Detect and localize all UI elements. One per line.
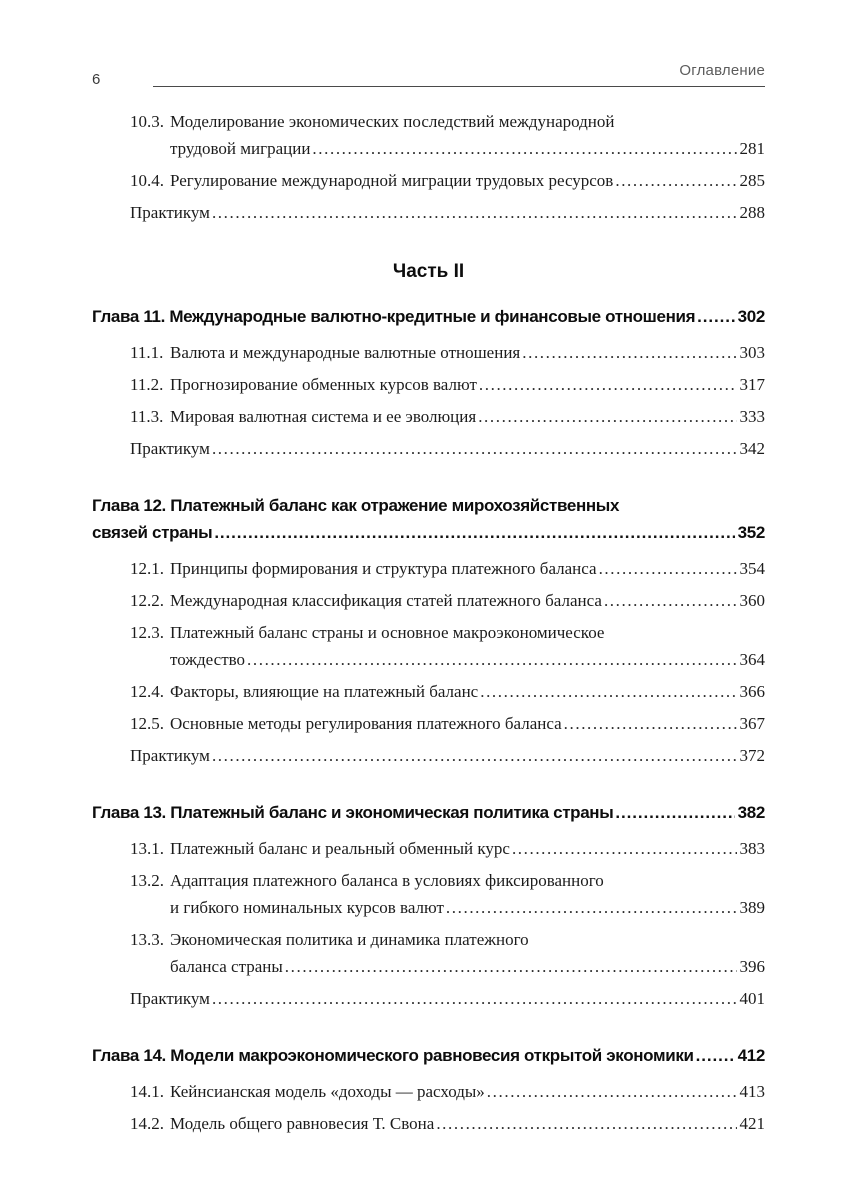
toc-entry-item (92, 1078, 765, 1105)
toc-line (92, 926, 765, 953)
entry-page-number: 303 (739, 343, 765, 362)
toc-line (92, 742, 765, 769)
toc-entry-chapter (92, 303, 765, 330)
toc-line (92, 985, 765, 1012)
toc-line (92, 435, 765, 462)
toc-line (92, 953, 765, 980)
dot-leader (564, 710, 737, 737)
entry-text: Экономическая политика и динамика платежного (170, 930, 529, 949)
entry-number: 14.2. (130, 1114, 164, 1133)
toc-entry-item (92, 678, 765, 705)
toc-entry-item (92, 339, 765, 366)
toc-line (92, 167, 765, 194)
toc-entry-practicum (92, 199, 765, 226)
toc-line (92, 799, 765, 826)
entry-text: Моделирование экономических последствий международной (170, 112, 615, 131)
entry-page-number: 360 (739, 591, 765, 610)
toc-entry-item (92, 619, 765, 673)
entry-number: 13.2. (130, 871, 164, 890)
dot-leader (487, 1078, 737, 1105)
entry-page-number: 342 (739, 439, 765, 458)
page-header (92, 62, 765, 87)
toc-entry-practicum (92, 435, 765, 462)
entry-page-number: 285 (739, 171, 765, 190)
toc-entry-chapter (92, 1042, 765, 1069)
entry-text: Адаптация платежного баланса в условиях фиксированного (170, 871, 604, 890)
toc-line (92, 303, 765, 330)
toc-entry-item (92, 167, 765, 194)
toc-line (92, 835, 765, 862)
dot-leader (436, 1110, 736, 1137)
entry-text: Глава 14. Модели макроэкономического равновесия открытой экономики (92, 1046, 694, 1065)
dot-leader (604, 587, 737, 614)
entry-page-number: 421 (739, 1114, 765, 1133)
entry-page-number: 413 (739, 1082, 765, 1101)
entry-text: трудовой миграции (170, 139, 311, 158)
entry-number: 11.2. (130, 375, 164, 394)
entry-page-number: 281 (739, 139, 765, 158)
entry-page-number: 389 (739, 898, 765, 917)
toc-entry-chapter (92, 492, 765, 546)
entry-text: Глава 13. Платежный баланс и экономическая политика страны (92, 803, 614, 822)
entry-text: Глава 11. Международные валютно-кредитные и финансовые отношения (92, 307, 696, 326)
toc-line (92, 1042, 765, 1069)
entry-number: 12.4. (130, 682, 164, 701)
entry-page-number: 317 (739, 375, 765, 394)
entry-text: Принципы формирования и структура платежного баланса (170, 559, 597, 578)
entry-page-number: 412 (737, 1046, 765, 1065)
toc-line (92, 646, 765, 673)
entry-page-number: 364 (739, 650, 765, 669)
dot-leader (446, 894, 737, 921)
dot-leader (480, 678, 736, 705)
toc-line (92, 555, 765, 582)
entry-text: связей страны (92, 523, 213, 542)
toc-line (92, 135, 765, 162)
toc-entry-chapter (92, 799, 765, 826)
running-title: Оглавление (679, 62, 765, 79)
entry-text: Прогнозирование обменных курсов валют (170, 375, 477, 394)
toc-entry-item (92, 835, 765, 862)
entry-text: Платежный баланс страны и основное макроэкономическое (170, 623, 605, 642)
toc-entry-item (92, 403, 765, 430)
entry-page-number: 372 (739, 746, 765, 765)
entry-number: 12.5. (130, 714, 164, 733)
dot-leader (478, 403, 736, 430)
dot-leader (697, 303, 735, 330)
entry-page-number: 333 (739, 407, 765, 426)
toc-line (92, 1110, 765, 1137)
dot-leader (212, 742, 737, 769)
entry-page-number: 367 (739, 714, 765, 733)
toc-line (92, 403, 765, 430)
toc-entry-practicum (92, 985, 765, 1012)
entry-text: Практикум (130, 439, 210, 458)
entry-number: 10.4. (130, 171, 164, 190)
entry-number: 14.1. (130, 1082, 164, 1101)
entry-text: Практикум (130, 746, 210, 765)
entry-text: Глава 12. Платежный баланс как отражение мирохозяйственных (92, 496, 620, 515)
toc-entry-item (92, 587, 765, 614)
entry-number: 11.1. (130, 343, 164, 362)
dot-leader (615, 167, 736, 194)
entry-page-number: 401 (739, 989, 765, 1008)
entry-page-number: 383 (739, 839, 765, 858)
entry-text: Основные методы регулирования платежного баланса (170, 714, 562, 733)
entry-text: Модель общего равновесия Т. Свона (170, 1114, 435, 1133)
entry-number: 13.1. (130, 839, 164, 858)
entry-text: Кейнсианская модель «доходы — расходы» (170, 1082, 485, 1101)
toc-line (92, 108, 765, 135)
dot-leader (214, 519, 734, 546)
entry-text: Регулирование международной миграции трудовых ресурсов (170, 171, 614, 190)
entry-page-number: 288 (739, 203, 765, 222)
toc-line (92, 894, 765, 921)
toc-line (92, 619, 765, 646)
entry-number: 10.3. (130, 112, 164, 131)
dot-leader (512, 835, 737, 862)
running-head-rule (153, 62, 765, 87)
dot-leader (615, 799, 734, 826)
entry-text: Международная классификация статей платежного баланса (170, 591, 602, 610)
toc-entry-item (92, 867, 765, 921)
toc-line (92, 710, 765, 737)
entry-page-number: 354 (739, 559, 765, 578)
toc-line (92, 587, 765, 614)
entry-text: Валюта и международные валютные отношения (170, 343, 521, 362)
page-number-folio: 6 (92, 71, 101, 88)
dot-leader (247, 646, 736, 673)
entry-text: Мировая валютная система и ее эволюция (170, 407, 477, 426)
table-of-contents (92, 87, 765, 1137)
dot-leader (599, 555, 737, 582)
entry-page-number: 396 (739, 957, 765, 976)
entry-page-number: 382 (737, 803, 765, 822)
toc-entry-item (92, 710, 765, 737)
entry-page-number: 366 (739, 682, 765, 701)
toc-entry-item (92, 371, 765, 398)
dot-leader (696, 1042, 735, 1069)
dot-leader (479, 371, 737, 398)
toc-line (92, 371, 765, 398)
entry-number: 12.3. (130, 623, 164, 642)
toc-line (92, 339, 765, 366)
toc-entry-item (92, 1110, 765, 1137)
dot-leader (285, 953, 737, 980)
toc-line (92, 519, 765, 546)
dot-leader (522, 339, 736, 366)
toc-entry-practicum (92, 742, 765, 769)
toc-entry-item (92, 555, 765, 582)
dot-leader (212, 985, 737, 1012)
entry-text: Практикум (130, 989, 210, 1008)
entry-number: 12.1. (130, 559, 164, 578)
entry-number: 12.2. (130, 591, 164, 610)
entry-number: 13.3. (130, 930, 164, 949)
toc-line (92, 678, 765, 705)
entry-text: и гибкого номинальных курсов валют (170, 898, 444, 917)
part-heading: Часть II (392, 261, 465, 282)
toc-line (92, 1078, 765, 1105)
entry-page-number: 302 (737, 307, 765, 326)
toc-line (92, 867, 765, 894)
entry-number: 11.3. (130, 407, 164, 426)
entry-text: баланса страны (170, 957, 283, 976)
entry-text: Платежный баланс и реальный обменный курс (170, 839, 510, 858)
entry-text: Практикум (130, 203, 210, 222)
toc-entry-item (92, 926, 765, 980)
entry-page-number: 352 (737, 523, 765, 542)
entry-text: тождество (170, 650, 246, 669)
toc-line (92, 199, 765, 226)
toc-line (92, 492, 765, 519)
dot-leader (312, 135, 736, 162)
dot-leader (212, 435, 737, 462)
entry-text: Факторы, влияющие на платежный баланс (170, 682, 479, 701)
toc-entry-item (92, 108, 765, 162)
dot-leader (212, 199, 737, 226)
